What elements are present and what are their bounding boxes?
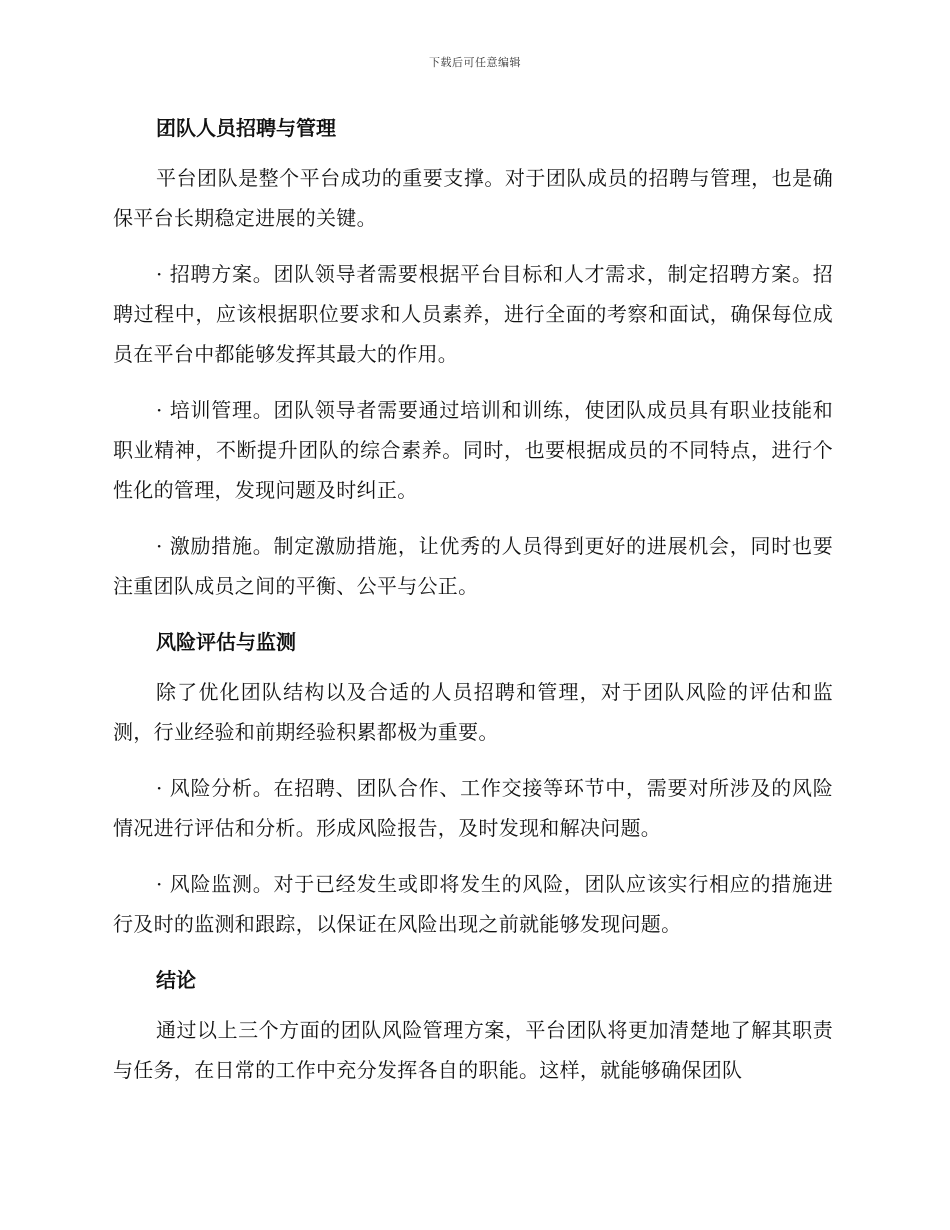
paragraph: 除了优化团队结构以及合适的人员招聘和管理，对于团队风险的评估和监测，行业经验和前期经验积累都极为重要。	[113, 680, 833, 744]
page-header: 下载后可任意编辑	[429, 56, 521, 69]
section-heading: 结论	[156, 968, 196, 992]
section-heading: 风险评估与监测	[156, 630, 296, 654]
bullet-paragraph: · 激励措施。制定激励措施，让优秀的人员得到更好的进展机会，同时也要注重团队成员之间的平衡、公平与公正。	[113, 534, 833, 598]
paragraph: 平台团队是整个平台成功的重要支撑。对于团队成员的招聘与管理，也是确保平台长期稳定进展的关键。	[113, 166, 833, 230]
section-risk-assessment	[113, 622, 833, 944]
paragraph: 通过以上三个方面的团队风险管理方案，平台团队将更加清楚地了解其职责与任务，在日常的工作中充分发挥各自的职能。这样，就能够确保团队	[113, 1018, 833, 1082]
document-body	[113, 108, 833, 1106]
bullet-paragraph: · 招聘方案。团队领导者需要根据平台目标和人才需求，制定招聘方案。招聘过程中，应该根据职位要求和人员素养，进行全面的考察和面试，确保每位成员在平台中都能够发挥其最大的作用。	[113, 262, 833, 366]
bullet-paragraph: · 风险分析。在招聘、团队合作、工作交接等环节中，需要对所涉及的风险情况进行评估和分析。形成风险报告，及时发现和解决问题。	[113, 776, 833, 840]
section-heading: 团队人员招聘与管理	[156, 116, 336, 140]
section-conclusion	[113, 960, 833, 1090]
section-recruitment	[113, 108, 833, 606]
bullet-paragraph: · 培训管理。团队领导者需要通过培训和训练，使团队成员具有职业技能和职业精神，不断提升团队的综合素养。同时，也要根据成员的不同特点，进行个性化的管理，发现问题及时纠正。	[113, 398, 833, 502]
bullet-paragraph: · 风险监测。对于已经发生或即将发生的风险，团队应该实行相应的措施进行及时的监测和跟踪，以保证在风险出现之前就能够发现问题。	[113, 872, 833, 936]
